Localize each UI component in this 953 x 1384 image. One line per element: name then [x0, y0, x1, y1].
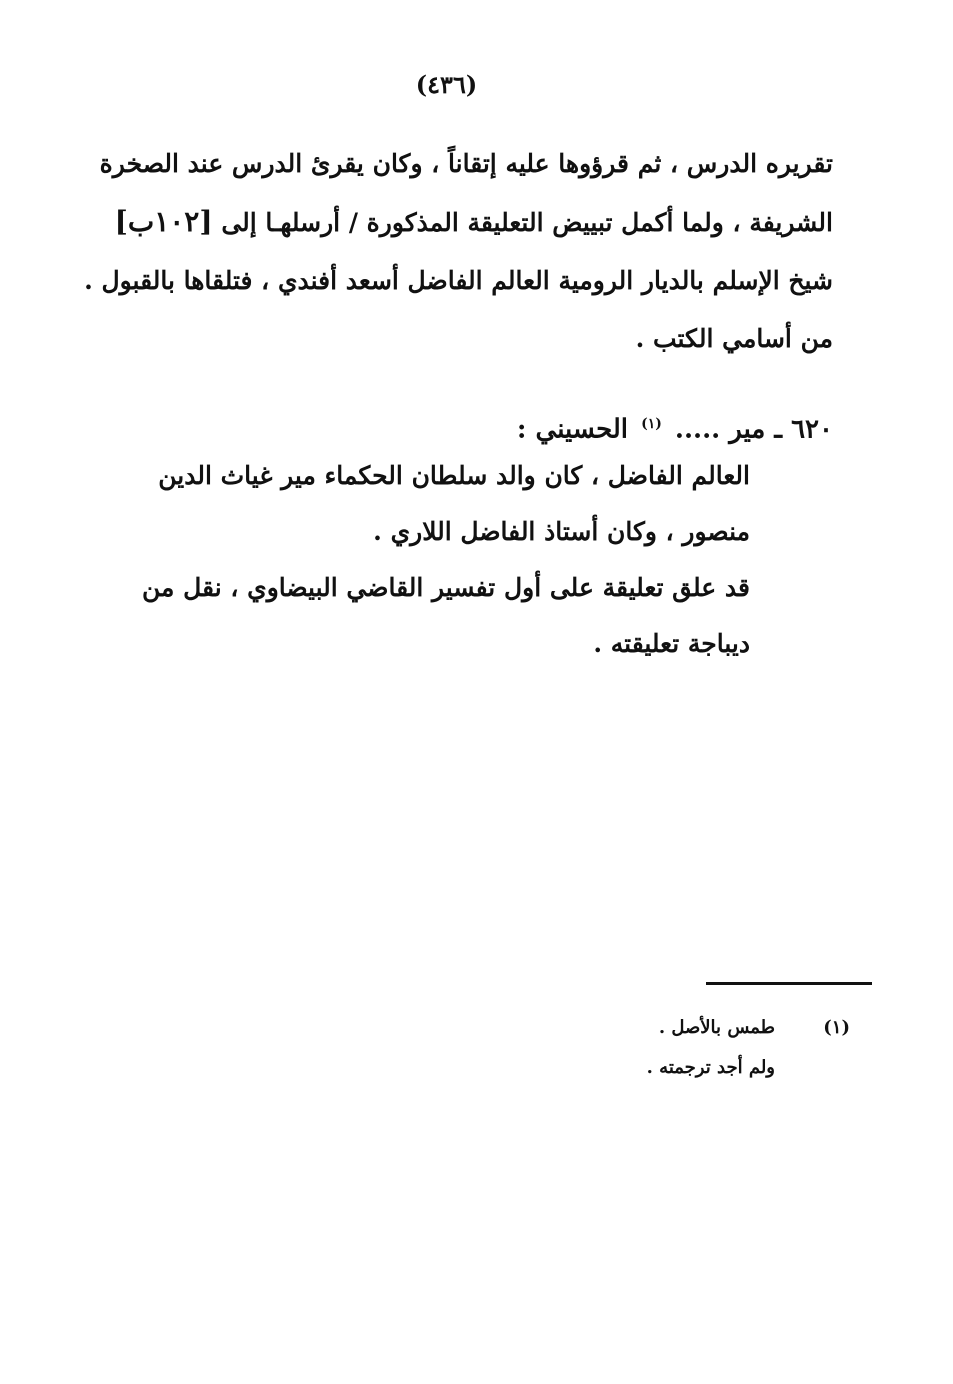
- entry-line-4: ديباجة تعليقته .: [593, 629, 750, 658]
- footnote-number: (١): [823, 1017, 850, 1038]
- footnote-marker: (١): [641, 416, 662, 432]
- entry-name-prefix: مير .....: [674, 414, 766, 445]
- paragraph-line-2-text: الشريفة ، ولما أكمل تبييض التعليقة المذكورة / أرسلهـا إلى: [221, 208, 833, 237]
- entry-name-suffix: الحسيني :: [516, 414, 629, 445]
- footnotes: [560, 1008, 850, 1088]
- paragraph-line-4: من أسامي الكتب .: [635, 324, 833, 353]
- page-number: (٤٣٦): [415, 70, 478, 99]
- entry-line-2: منصور ، وكان أستاذ الفاضل اللاري .: [373, 517, 750, 546]
- footnote-continuation-text: ولم أجد ترجمته .: [646, 1057, 775, 1078]
- continued-paragraph: [84, 135, 833, 368]
- entry-line-1: العالم الفاضل ، كان والد سلطان الحكماء مير غياث الدين: [158, 461, 750, 490]
- entry-body: [110, 448, 750, 672]
- entry-number: ٦٢٠ ـ: [774, 414, 833, 445]
- paragraph-line-1: تقريره الدرس ، ثم قرؤوها عليه إتقاناً ، وكان يقرئ الدرس عند الصخرة: [99, 149, 833, 178]
- paragraph-line-2: [88, 193, 833, 252]
- footnote-1: [560, 1008, 850, 1048]
- footnote-text: طمس بالأصل .: [658, 1017, 775, 1038]
- paragraph-line-3: شيخ الإسلم بالديار الرومية العالم الفاضل أسعد أفندي ، فتلقاها بالقبول .: [84, 266, 833, 295]
- footnote-1-continuation: [560, 1048, 850, 1088]
- folio-reference: [١٠٢ب]: [114, 205, 213, 238]
- footnote-divider: [706, 982, 872, 985]
- entry-line-3: قد علق تعليقة على أول تفسير القاضي البيضاوي ، نقل من: [141, 573, 750, 602]
